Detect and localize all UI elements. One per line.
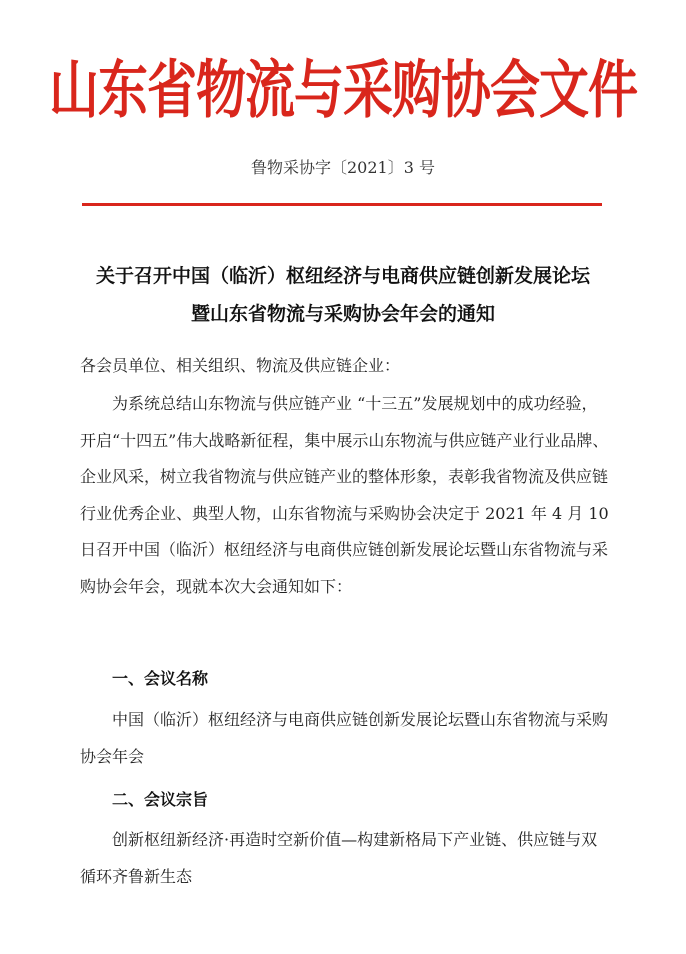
- notice-title-line2: 暨山东省物流与采购协会年会的通知: [190, 303, 495, 325]
- notice-title-line1: 关于召开中国（临沂）枢纽经济与电商供应链创新发展论坛: [95, 265, 590, 287]
- section-text-meeting-purpose: 创新枢纽新经济·再造时空新价值—构建新格局下产业链、供应链与双循环齐鲁新生态: [80, 830, 598, 886]
- intro-paragraph: 为系统总结山东物流与供应链产业 “十三五”发展规划中的成功经验，开启“十四五”伟大战略新征程，集中展示山东物流与供应链产业行业品牌、企业风采，树立我省物流与供应链产业的整体形象，表彰我省物流及供应链行业优秀企业、典型人物，山东省物流与采购协会决定于 2021 年 4 月 10 日召开中国（临沂）枢纽经济与电商供应链创新发展论坛暨山东省物流与采购协会年会，现就本次大会通知如下：: [80, 394, 609, 596]
- header-divider: [82, 203, 602, 206]
- section-heading-meeting-purpose: 二、会议宗旨: [112, 790, 209, 809]
- header-title: 山东省物流与采购协会文件: [49, 52, 637, 127]
- section-text-meeting-name: 中国（临沂）枢纽经济与电商供应链创新发展论坛暨山东省物流与采购协会年会: [80, 710, 609, 766]
- salutation: 各会员单位、相关组织、物流及供应链企业：: [80, 356, 401, 375]
- section-heading-meeting-name: 一、会议名称: [112, 669, 209, 688]
- document-number: 鲁物采协字〔2021〕3 号: [251, 158, 435, 177]
